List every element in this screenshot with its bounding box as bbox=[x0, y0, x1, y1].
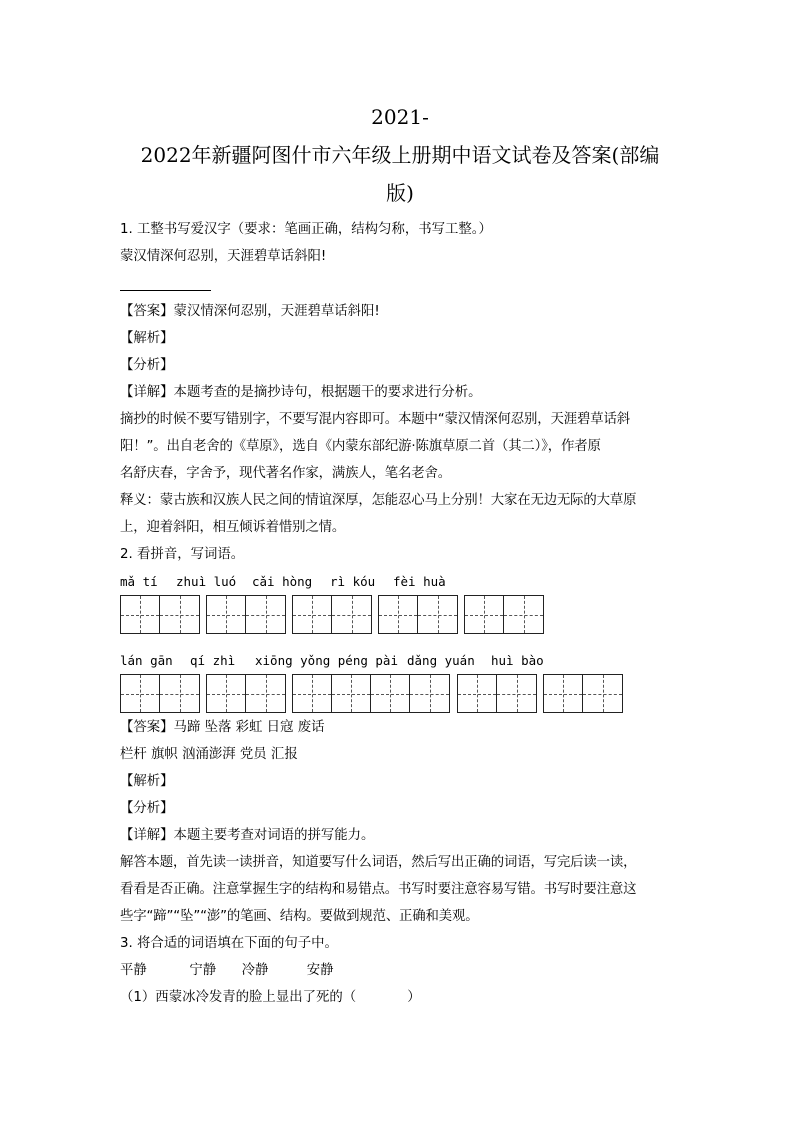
q2-pinyin-row-2 bbox=[120, 647, 670, 674]
q2-question: 2. 看拼音，写词语。 bbox=[120, 547, 245, 562]
writing-cell[interactable] bbox=[583, 675, 622, 712]
q1-meaning-line: 释义：蒙古族和汉族人民之间的情谊深厚，怎能忍心马上分别！大家在无边无际的大草原 bbox=[120, 493, 637, 508]
q2-answer-line-1: 【答案】马蹄 坠落 彩虹 日寇 废话 bbox=[120, 720, 325, 735]
q2-writing-grid-row-1 bbox=[120, 595, 670, 647]
q1-question: 1. 工整书写爱汉字（要求：笔画正确，结构匀称，书写工整。） bbox=[120, 222, 492, 237]
q1-explanation-line: 阳！”。出自老舍的《草原》，选自《内蒙东部纪游·陈旗草原二首（其二）》，作者原 bbox=[120, 439, 601, 454]
q3-word-bank: 平静 宁静 冷静 安静 bbox=[120, 963, 334, 978]
q3-sentence-1: （1）西蒙冰冷发青的脸上显出了死的（ ） bbox=[120, 990, 421, 1005]
pinyin-label: huì bào bbox=[491, 653, 544, 668]
pinyin-label: fèi huà bbox=[393, 574, 446, 589]
title-line-2: 2022年新疆阿图什市六年级上册期中语文试卷及答案(部编 bbox=[140, 143, 660, 167]
q1-answer-blank-line bbox=[120, 270, 211, 291]
q2-explanation-line: 解答本题，首先读一读拼音，知道要写什么词语，然后写出正确的词语，写完后读一读， bbox=[120, 855, 637, 870]
document-body bbox=[120, 216, 670, 1011]
writing-cell[interactable] bbox=[410, 675, 449, 712]
writing-cell[interactable] bbox=[379, 596, 418, 633]
q1-explanation-line: 名舒庆春，字舍予，现代著名作家，满族人，笔名老舍。 bbox=[120, 466, 452, 481]
writing-grid-group[interactable] bbox=[543, 674, 623, 713]
writing-cell[interactable] bbox=[544, 675, 583, 712]
pinyin-label: zhuì luó bbox=[176, 574, 237, 589]
writing-cell[interactable] bbox=[465, 596, 504, 633]
writing-cell[interactable] bbox=[458, 675, 497, 712]
writing-cell[interactable] bbox=[246, 675, 285, 712]
writing-grid-group[interactable] bbox=[292, 674, 450, 713]
writing-cell[interactable] bbox=[160, 675, 199, 712]
writing-cell[interactable] bbox=[332, 596, 371, 633]
writing-cell[interactable] bbox=[207, 675, 246, 712]
q1-answer: 【答案】蒙汉情深何忍别，天涯碧草话斜阳! bbox=[120, 304, 380, 319]
pinyin-label: rì kóu bbox=[330, 574, 376, 589]
writing-cell[interactable] bbox=[497, 675, 536, 712]
q2-fenxi-label: 【分析】 bbox=[120, 801, 174, 816]
q2-explanation-line: 些字“蹄”“坠”“澎”的笔画、结构。要做到规范、正确和美观。 bbox=[120, 909, 479, 924]
title-line-1: 2021- bbox=[371, 105, 429, 129]
pinyin-label: qí zhì bbox=[190, 653, 236, 668]
writing-cell[interactable] bbox=[418, 596, 457, 633]
writing-grid-group[interactable] bbox=[292, 595, 372, 634]
writing-grid-group[interactable] bbox=[457, 674, 537, 713]
writing-grid-group[interactable] bbox=[464, 595, 544, 634]
writing-grid-group[interactable] bbox=[206, 674, 286, 713]
pinyin-label: xiōng yǒng péng pài bbox=[255, 653, 398, 668]
writing-cell[interactable] bbox=[121, 675, 160, 712]
writing-cell[interactable] bbox=[160, 596, 199, 633]
q3-question: 3. 将合适的词语填在下面的句子中。 bbox=[120, 936, 338, 951]
q1-jiexi-label: 【解析】 bbox=[120, 331, 174, 346]
writing-cell[interactable] bbox=[371, 675, 410, 712]
q2-writing-grid-row-2 bbox=[120, 674, 670, 726]
q2-jiexi-label: 【解析】 bbox=[120, 774, 174, 789]
pinyin-label: lán gān bbox=[120, 653, 173, 668]
writing-cell[interactable] bbox=[207, 596, 246, 633]
writing-cell[interactable] bbox=[246, 596, 285, 633]
q2-explanation-line: 看看是否正确。注意掌握生字的结构和易错点。书写时要注意容易写错。书写时要注意这 bbox=[120, 882, 637, 897]
q1-meaning-line: 上，迎着斜阳，相互倾诉着惜别之情。 bbox=[120, 520, 346, 535]
writing-cell[interactable] bbox=[293, 675, 332, 712]
q1-explanation-line: 摘抄的时候不要写错别字，不要写混内容即可。本题中“蒙汉情深何忍别，天涯碧草话斜 bbox=[120, 412, 630, 427]
q1-xiangjie: 【详解】本题考查的是摘抄诗句，根据题干的要求进行分析。 bbox=[120, 385, 482, 400]
pinyin-label: cǎi hòng bbox=[252, 574, 313, 589]
document-title bbox=[100, 98, 700, 212]
writing-cell[interactable] bbox=[332, 675, 371, 712]
pinyin-label: mǎ tí bbox=[120, 574, 158, 589]
writing-grid-group[interactable] bbox=[206, 595, 286, 634]
pinyin-label: dǎng yuán bbox=[407, 653, 475, 668]
title-line-3: 版) bbox=[386, 181, 414, 205]
writing-cell[interactable] bbox=[121, 596, 160, 633]
q2-answer-line-2: 栏杆 旗帜 汹涌澎湃 党员 汇报 bbox=[120, 747, 298, 762]
writing-grid-group[interactable] bbox=[120, 674, 200, 713]
writing-cell[interactable] bbox=[293, 596, 332, 633]
q2-pinyin-row-1 bbox=[120, 568, 670, 595]
writing-grid-group[interactable] bbox=[378, 595, 458, 634]
q1-fenxi-label: 【分析】 bbox=[120, 358, 174, 373]
q2-xiangjie: 【详解】本题主要考查对词语的拼写能力。 bbox=[120, 828, 375, 843]
writing-grid-group[interactable] bbox=[120, 595, 200, 634]
writing-cell[interactable] bbox=[504, 596, 543, 633]
q1-prompt: 蒙汉情深何忍别，天涯碧草话斜阳! bbox=[120, 249, 327, 264]
